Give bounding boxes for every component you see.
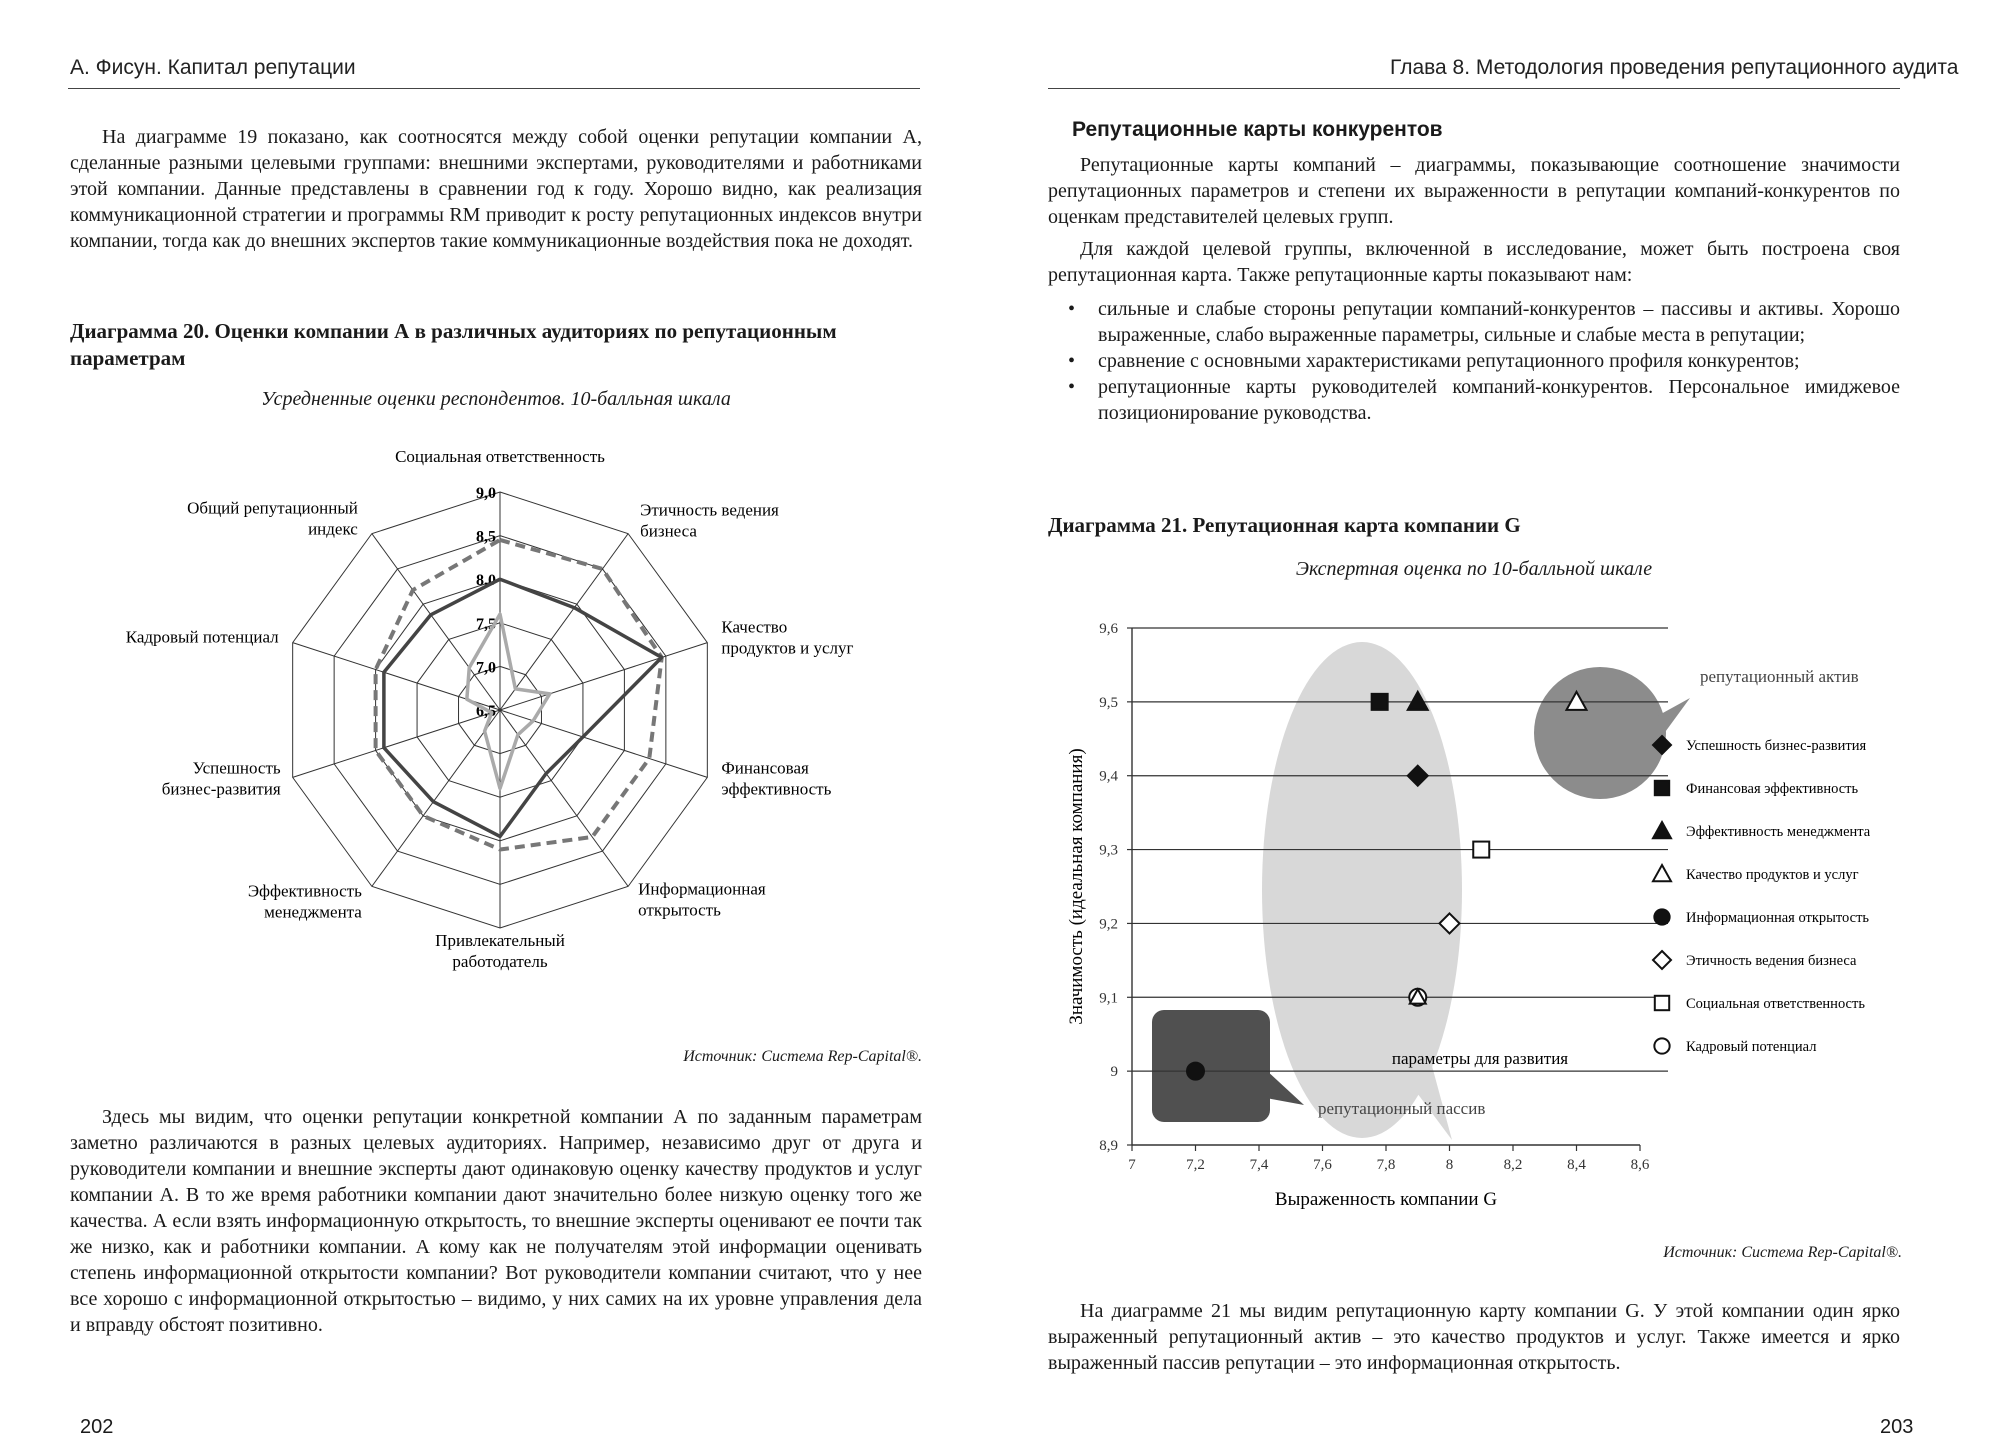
x-tick-label: 7 xyxy=(1128,1157,1136,1173)
y-tick-label: 9,4 xyxy=(1099,768,1118,785)
y-tick-label: 9,5 xyxy=(1099,694,1118,711)
legend-marker xyxy=(1655,996,1669,1010)
page-number: 202 xyxy=(80,1416,114,1438)
legend-label: Успешность бизнес-развития xyxy=(1686,738,1867,754)
paragraph-2: Для каждой целевой группы, включенной в исследование, может быть построена своя репутационная карта. Также репутационные карты показывают нам: xyxy=(1048,238,1900,286)
legend-marker xyxy=(1653,951,1671,969)
list-item: • сравнение с основными характеристиками репутационного профиля конкурентов; xyxy=(1066,348,1900,374)
y-tick-label: 8,9 xyxy=(1099,1138,1118,1154)
legend-label: Эффективность менеджмента xyxy=(1686,824,1871,840)
radar-series-line xyxy=(467,614,550,788)
scatter-chart xyxy=(1040,600,1920,1210)
development-annotation: параметры для развития xyxy=(1391,1049,1569,1068)
page-number: 203 xyxy=(1880,1416,1914,1438)
data-point xyxy=(1473,842,1489,858)
diagram-21-subtitle: Экспертная оценка по 10-балльной шкале xyxy=(1295,558,1653,580)
radar-axis-label: Финансовая эффективность xyxy=(721,758,832,799)
list-item: • сильные и слабые стороны репутации компаний-конкурентов – пассивы и активы. Хорошо выраженные, слабо выраженные параметры, сильные и слабые места в репутации; xyxy=(1066,296,1900,348)
legend xyxy=(1653,736,1871,1055)
y-tick-label: 9,6 xyxy=(1099,621,1118,637)
header-rule xyxy=(68,88,920,89)
radar-tick-label: 7,5 xyxy=(476,615,496,633)
section-title: Репутационные карты конкурентов xyxy=(1072,118,1443,141)
intro-paragraph: На диаграмме 19 показано, как соотносятся между собой оценки репутации компании А, сделанные разными целевыми группами: внешними экспертами, руководителями и работниками этой компании. Данные представлены в сравнении год к году. Хорошо видно, как реализация коммуникационной стратегии и программы RM приводит к росту репутационных индексов внутри компании, тогда как до внешних экспертов такие коммуникационные воздействия пока не доходят. xyxy=(70,126,922,252)
diagram-21-source: Источник: Система Rep-Capital®. xyxy=(1663,1244,1902,1261)
radar-tick-label: 8,0 xyxy=(476,572,496,590)
legend-label: Информационная открытость xyxy=(1686,910,1870,926)
y-tick-label: 9,1 xyxy=(1099,990,1118,1007)
running-head: Глава 8. Методология проведения репутационного аудита xyxy=(1390,56,1959,79)
liability-box xyxy=(1152,1010,1270,1122)
radar-axis-label: Социальная ответственность xyxy=(395,447,605,466)
x-tick-label: 7,2 xyxy=(1186,1157,1205,1173)
radar-tick-label: 6,5 xyxy=(476,703,496,720)
radar-axis-label: Качество продуктов и услуг xyxy=(721,617,854,658)
final-paragraph: На диаграмме 21 мы видим репутационную карту компании G. У этой компании один ярко выраженный репутационный актив – это качество продуктов и услуг. Также имеется и ярко выраженный пассив репутации – это информационная открытость. xyxy=(1048,1300,1900,1374)
asset-annotation: репутационный актив xyxy=(1700,667,1859,686)
radar-axis-label: Общий репутационный индекс xyxy=(187,498,358,539)
x-tick-label: 7,8 xyxy=(1376,1157,1396,1173)
diagram-20-subtitle: Усредненные оценки респондентов. 10-балльная шкала xyxy=(261,388,731,410)
asset-area xyxy=(1534,667,1690,799)
body-paragraph: Здесь мы видим, что оценки репутации конкретной компании А по заданным параметрам заметно различаются в разных целевых аудиториях. Например, независимо друг от друга и руководители компании и внешние эксперты дают одинаковую оценку качеству продуктов и услуг компании А. В то же время работники компании дают значительно более низкую оценку того же качества. А если взять информационную открытость, то внешние эксперты оценивают ее почти так же низко, как и работники компании. А кому как не получателям этой информации оценивать степень информационной открытости компании? Вот руководители компании считают, что у нее все хорошо с информационной открытостью – видимо, у них самих на их уровне управления дела и вправду обстоят позитивно. xyxy=(70,1106,922,1336)
radar-series-line xyxy=(384,579,662,836)
paragraph-1: Репутационные карты компаний – диаграммы, показывающие соотношение значимости репутационных параметров и степени их выраженности в репутации компаний-конкурентов по оценкам представителей целевых групп. xyxy=(1048,154,1900,228)
radar-grid xyxy=(293,492,708,928)
radar-axis-label: Этичность ведения бизнеса xyxy=(640,500,779,541)
diagram-20-heading: Диаграмма 20. Оценки компании А в различных аудиториях по репутационным параметрам xyxy=(70,319,837,370)
axis-spoke xyxy=(500,710,628,886)
axis-spoke xyxy=(500,710,707,777)
legend-marker xyxy=(1654,909,1669,924)
radar-axis-label: Эффективность менеджмента xyxy=(247,881,362,922)
bullet-list xyxy=(1066,296,1900,426)
y-tick-label: 9,3 xyxy=(1099,842,1118,859)
legend-label: Социальная ответственность xyxy=(1686,996,1865,1012)
legend-marker xyxy=(1655,781,1669,795)
x-tick-label: 8,2 xyxy=(1503,1157,1523,1173)
radar-axis-label: Успешность бизнес-развития xyxy=(161,758,281,799)
y-tick-label: 9 xyxy=(1110,1064,1118,1081)
radar-chart xyxy=(70,420,930,1040)
x-tick-label: 8 xyxy=(1445,1157,1454,1173)
asset-circle xyxy=(1534,667,1666,799)
legend-label: Кадровый потенциал xyxy=(1686,1039,1817,1055)
radar-axis-label: Привлекательный работодатель xyxy=(435,931,565,971)
header-rule xyxy=(1048,88,1900,89)
axis-spoke xyxy=(293,710,500,777)
data-point xyxy=(1372,694,1388,710)
legend-marker xyxy=(1654,1038,1669,1053)
legend-marker xyxy=(1653,822,1671,838)
radar-axis-label: Кадровый потенциал xyxy=(125,627,279,647)
list-item: • репутационные карты руководителей компаний-конкурентов. Персональное имиджевое позиционирование руководства. xyxy=(1066,374,1900,426)
running-head: А. Фисун. Капитал репутации xyxy=(70,56,356,79)
axis-spoke xyxy=(372,710,500,886)
legend-marker xyxy=(1653,865,1671,881)
x-axis-title: Выраженность компании G xyxy=(1274,1189,1498,1210)
diagram-21-heading: Диаграмма 21. Репутационная карта компании G xyxy=(1048,513,1521,537)
x-tick-label: 7,4 xyxy=(1249,1157,1269,1173)
axis-spoke xyxy=(500,643,707,710)
radar-tick-label: 8,5 xyxy=(476,528,496,546)
x-tick-label: 8,4 xyxy=(1567,1157,1586,1173)
diagram-20-source: Источник: Система Rep-Capital®. xyxy=(683,1048,922,1065)
radar-axis-label: Информационная открытость xyxy=(638,879,766,920)
liability-annotation: репутационный пассив xyxy=(1318,1099,1486,1118)
legend-label: Качество продуктов и услуг xyxy=(1686,867,1859,883)
right-page xyxy=(1000,0,2000,1456)
y-axis-title: Значимость (идеальная компания) xyxy=(1066,748,1087,1025)
legend-label: Этичность ведения бизнеса xyxy=(1686,953,1857,969)
radar-tick-label: 9,0 xyxy=(476,485,496,502)
x-tick-label: 8,6 xyxy=(1630,1157,1650,1173)
legend-label: Финансовая эффективность xyxy=(1686,781,1859,797)
x-tick-label: 7,6 xyxy=(1313,1157,1332,1173)
data-point xyxy=(1187,1063,1204,1080)
radar-tick-label: 7,0 xyxy=(476,659,496,677)
y-tick-label: 9,2 xyxy=(1099,916,1118,933)
